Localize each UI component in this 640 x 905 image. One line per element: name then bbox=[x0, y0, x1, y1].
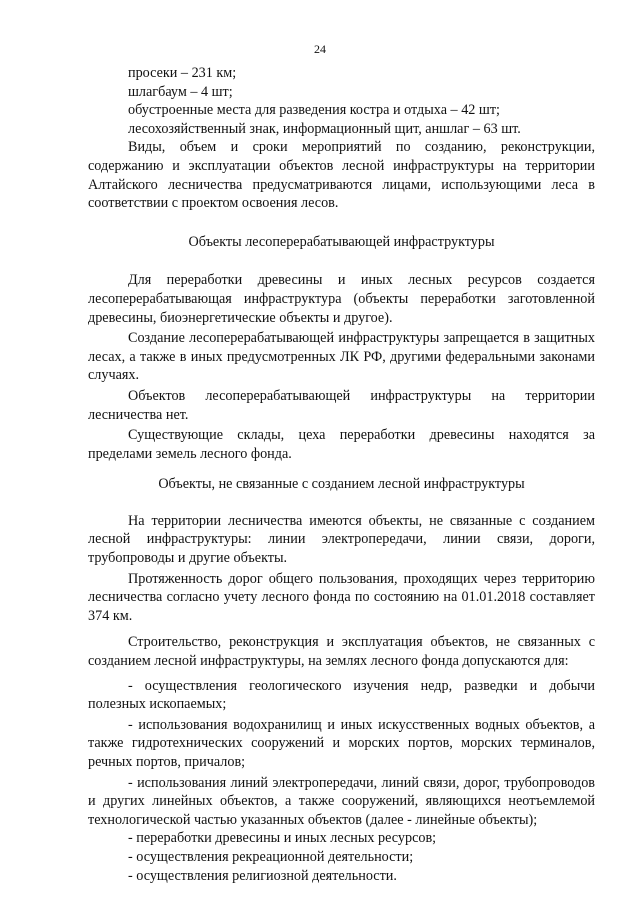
list-item: - использования водохранилищ и иных искусственных водных объектов, а также гидротехнических сооружений и морских портов, морских терминалов, речных портов, причалов; bbox=[88, 716, 595, 770]
list-item: обустроенные места для разведения костра и отдыха – 42 шт; bbox=[128, 102, 500, 119]
paragraph: Для переработки древесины и иных лесных ресурсов создается лесоперерабатывающая инфраструктура (объекты переработки заготовленной древесины, биоэнергетические объекты и другое). bbox=[88, 272, 595, 326]
section-heading: Объекты, не связанные с созданием лесной инфраструктуры bbox=[158, 476, 525, 493]
list-item: лесохозяйственный знак, информационный щит, аншлаг – 63 шт. bbox=[128, 120, 521, 137]
paragraph: Объектов лесоперерабатывающей инфраструктуры на территории лесничества нет. bbox=[88, 387, 595, 423]
paragraph: Протяженность дорог общего пользования, проходящих через территорию лесничества согласно учету лесного фонда по состоянию на 01.01.2018 составляет 374 км. bbox=[88, 570, 595, 624]
paragraph: Создание лесоперерабатывающей инфраструктуры запрещается в защитных лесах, а также в иных предусмотренных ЛК РФ, другими федеральными законами случаях. bbox=[88, 330, 595, 384]
list-item: просеки – 231 км; bbox=[128, 65, 237, 81]
paragraph: Виды, объем и сроки мероприятий по созданию, реконструкции, содержанию и эксплуатации объектов лесной инфраструктуры на территории Алтайского лесничества предусматриваются лицами, использующими леса в соответствии с проектом освоения лесов. bbox=[88, 139, 595, 212]
paragraph: Строительство, реконструкция и эксплуатация объектов, не связанных с созданием лесной инфраструктуры, на землях лесного фонда допускаются для: bbox=[88, 634, 595, 670]
page-number: 24 bbox=[314, 42, 326, 56]
list-item: - осуществления геологического изучения недр, разведки и добычи полезных ископаемых; bbox=[88, 677, 595, 713]
paragraph: На территории лесничества имеются объекты, не связанные с созданием лесной инфраструктуры: линии электропередачи, линии связи, дороги, трубопроводы и другие объекты. bbox=[88, 512, 595, 567]
list-item: - осуществления рекреационной деятельности; bbox=[128, 848, 414, 865]
section-heading: Объекты лесоперерабатывающей инфраструктуры bbox=[188, 233, 495, 250]
paragraph: Существующие склады, цеха переработки древесины находятся за пределами земель лесного фонда. bbox=[88, 427, 595, 462]
document-body bbox=[88, 64, 595, 885]
list-item: шлагбаум – 4 шт; bbox=[128, 83, 233, 100]
list-item: - осуществления религиозной деятельности. bbox=[128, 867, 397, 884]
list-item: - переработки древесины и иных лесных ресурсов; bbox=[128, 830, 437, 847]
list-item: - использования линий электропередачи, линий связи, дорог, трубопроводов и других линейных объектов, а также сооружений, являющихся неотъемлемой технологической частью указанных объектов (далее - линейные объекты); bbox=[88, 774, 595, 828]
